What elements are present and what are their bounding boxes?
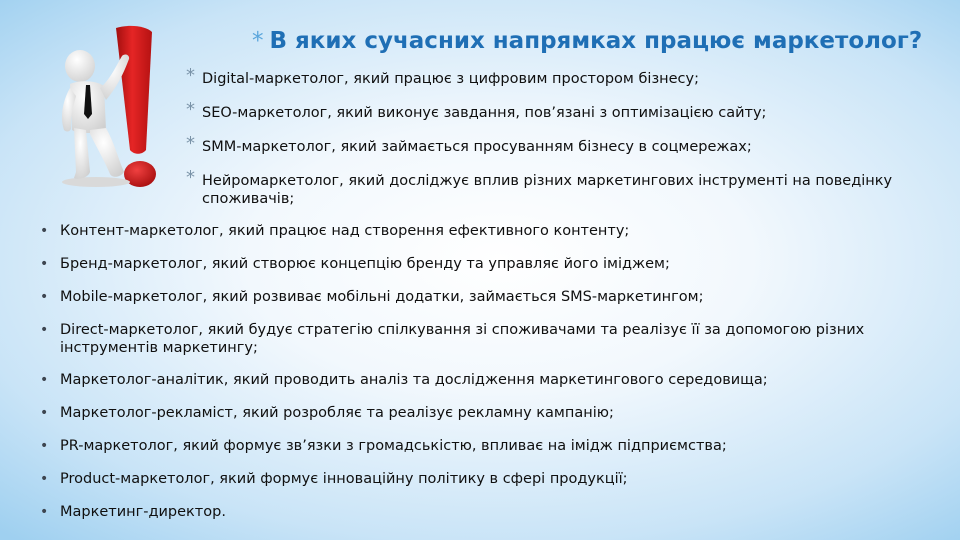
top-bullet-list [186, 65, 946, 222]
dot-bullet-icon: • [40, 289, 49, 305]
list-item: • Маркетолог-рекламіст, який розробляє та реалізує рекламну кампанію; [40, 405, 614, 421]
list-item: • Маркетолог-аналітик, який проводить аналіз та дослідження маркетингового середовища; [40, 372, 768, 388]
list-item: * SMM-маркетолог, який займається просуванням бізнесу в соцмережах; [186, 133, 752, 155]
dot-bullet-icon: • [40, 223, 49, 239]
dot-bullet-icon: • [40, 504, 49, 520]
list-item: * Нейромаркетолог, який досліджує вплив різних маркетингових інструменті на поведінку споживачів; [186, 167, 893, 207]
person-exclamation-illustration [34, 22, 184, 190]
dot-bullet-icon: • [40, 471, 49, 487]
list-item: • Бренд-маркетолог, який створює концепцію бренду та управляє його іміджем; [40, 256, 670, 272]
list-item: • PR-маркетолог, який формує зв’язки з громадськістю, впливає на імідж підприємства; [40, 438, 727, 454]
figure-leg-right [90, 128, 124, 177]
exclamation-bar [116, 26, 152, 154]
asterisk-bullet-icon: * [186, 167, 195, 188]
asterisk-bullet-icon: * [186, 99, 195, 120]
dot-bullet-icon: • [40, 438, 49, 454]
page-title [252, 28, 952, 68]
main-bullet-list [38, 222, 928, 536]
list-item: • Маркетинг-директор. [40, 504, 226, 520]
list-item: • Product-маркетолог, який формує інноваційну політику в сфері продукції; [40, 471, 628, 487]
asterisk-bullet-icon: * [186, 65, 195, 86]
figure-leg-left [74, 128, 90, 179]
figure-head [65, 50, 95, 82]
list-item: * Digital-маркетолог, який працює з цифровим простором бізнесу; [186, 65, 700, 87]
list-item: • Direct-маркетолог, який будує стратегію спілкування зі споживачами та реалізує її за допомогою різних інструментів маркетингу; [40, 322, 865, 356]
dot-bullet-icon: • [40, 372, 49, 388]
list-item: • Mobile-маркетолог, який розвиває мобільні додатки, займається SMS-маркетингом; [40, 289, 704, 305]
title-asterisk-icon: * [252, 28, 264, 54]
asterisk-bullet-icon: * [186, 133, 195, 154]
title-text: В яких сучасних напрямках працює маркетолог? [269, 28, 923, 54]
list-item: * SEO-маркетолог, який виконує завдання, пов’язані з оптимізацією сайту; [186, 99, 767, 121]
dot-bullet-icon: • [40, 322, 49, 338]
dot-bullet-icon: • [40, 405, 49, 421]
list-item: • Контент-маркетолог, який працює над створення ефективного контенту; [40, 223, 630, 239]
dot-bullet-icon: • [40, 256, 49, 272]
